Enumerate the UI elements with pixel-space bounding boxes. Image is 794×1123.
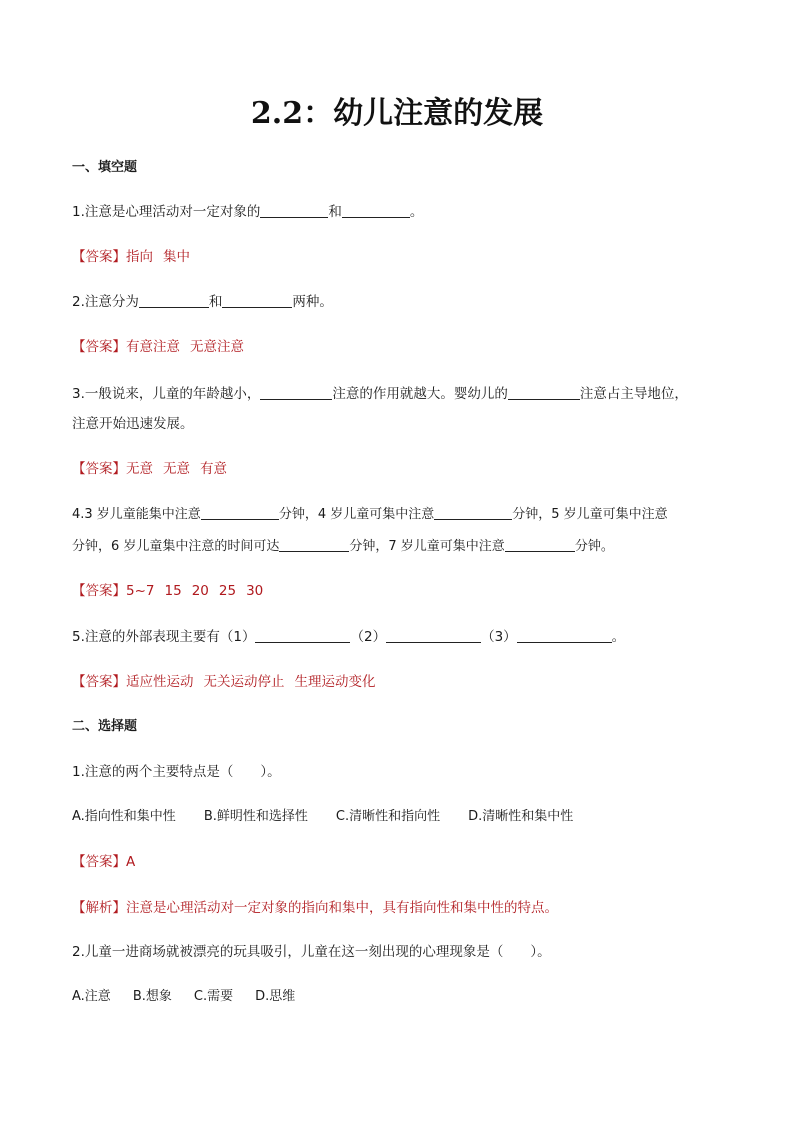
question-text: （3） xyxy=(481,629,517,645)
answer-blank xyxy=(434,505,512,520)
answer-value: 5~7 xyxy=(126,583,155,599)
question-fill-3-line-1 xyxy=(72,384,732,404)
question-text: （2） xyxy=(350,629,387,645)
answer-value: 无意 xyxy=(163,461,190,477)
analysis-label: 【解析】 xyxy=(72,900,126,916)
answer-value: 15 xyxy=(164,583,182,599)
answer-value: 无意 xyxy=(126,461,153,477)
answer-label: 【答案】 xyxy=(72,674,126,690)
answer-fill-1 xyxy=(72,247,732,267)
answer-value: 20 xyxy=(191,583,209,599)
answer-blank xyxy=(260,385,332,400)
answer-value: 适应性运动 xyxy=(126,674,194,690)
question-fill-1 xyxy=(72,202,732,222)
option-c: C.需要 xyxy=(193,989,234,1004)
answer-fill-3 xyxy=(72,459,732,479)
question-text: 4.3 岁儿童能集中注意 xyxy=(72,507,201,522)
analysis-choice-1 xyxy=(72,898,732,918)
question-text: 分钟。 xyxy=(574,539,614,554)
analysis-text: 注意是心理活动对一定对象的指向和集中，具有指向性和集中性的特点。 xyxy=(126,900,558,916)
answer-label: 【答案】 xyxy=(72,583,126,599)
answer-value: 有意 xyxy=(200,461,227,477)
answer-label: 【答案】 xyxy=(72,461,126,477)
answer-blank xyxy=(517,628,612,643)
question-fill-2 xyxy=(72,292,732,312)
answer-blank xyxy=(201,505,279,520)
question-text: 注意占主导地位， xyxy=(579,386,688,402)
question-text: 两种。 xyxy=(292,294,333,310)
question-fill-3-line-2 xyxy=(72,414,732,434)
question-text: 注意开始迅速发展。 xyxy=(72,416,194,432)
section-heading-choice: 二、选择题 xyxy=(72,719,138,734)
question-choice-2: 2.儿童一进商场就被漂亮的玩具吸引，儿童在这一刻出现的心理现象是（ ）。 xyxy=(72,944,551,960)
question-text: 分钟，5 岁儿童可集中注意 xyxy=(512,507,668,522)
question-text: 注意的作用就越大。婴幼儿的 xyxy=(332,386,508,402)
answer-blank xyxy=(386,628,481,643)
option-d: D.思维 xyxy=(255,989,296,1004)
answer-value: 25 xyxy=(218,583,237,599)
answer-fill-5 xyxy=(72,672,732,692)
question-text: 和 xyxy=(328,204,342,220)
answer-blank xyxy=(279,537,349,552)
answer-choice-1 xyxy=(72,852,732,872)
answer-blank xyxy=(260,203,328,218)
question-fill-4-line-1 xyxy=(72,505,732,525)
answer-blank xyxy=(255,628,350,643)
answer-blank xyxy=(139,293,209,308)
question-text: 5.注意的外部表现主要有（1） xyxy=(72,629,256,645)
answer-label: 【答案】 xyxy=(72,854,126,870)
section-heading-fill-blank: 一、填空题 xyxy=(72,160,138,175)
question-text: 分钟，6 岁儿童集中注意的时间可达 xyxy=(72,539,280,554)
answer-value: 30 xyxy=(246,583,264,599)
answer-blank xyxy=(508,385,580,400)
answer-label: 【答案】 xyxy=(72,249,126,265)
answer-value: A xyxy=(126,854,136,870)
question-text: 分钟，7 岁儿童可集中注意 xyxy=(349,539,505,554)
question-text: 分钟，4 岁儿童可集中注意 xyxy=(278,507,435,522)
question-fill-4-line-2 xyxy=(72,537,732,557)
answer-blank xyxy=(342,203,410,218)
answer-label: 【答案】 xyxy=(72,339,126,355)
answer-fill-2 xyxy=(72,337,732,357)
option-a: A.指向性和集中性 xyxy=(72,809,176,824)
options-choice-1 xyxy=(72,807,732,827)
answer-value: 生理运动变化 xyxy=(294,674,376,690)
question-fill-5 xyxy=(72,627,732,647)
answer-blank xyxy=(222,293,292,308)
option-b: B.想象 xyxy=(132,989,172,1004)
options-choice-2 xyxy=(72,987,732,1007)
question-text: 3.一般说来，儿童的年龄越小， xyxy=(72,386,261,402)
question-text: 。 xyxy=(611,629,626,645)
answer-value: 指向 xyxy=(126,249,153,265)
question-text: 2.注意分为 xyxy=(72,294,139,310)
option-d: D.清晰性和集中性 xyxy=(468,809,574,824)
option-c: C.清晰性和指向性 xyxy=(335,809,441,824)
option-b: B.鲜明性和选择性 xyxy=(203,809,308,824)
option-a: A.注意 xyxy=(72,989,111,1004)
answer-value: 无意注意 xyxy=(190,339,244,355)
answer-value: 有意注意 xyxy=(126,339,180,355)
answer-value: 无关运动停止 xyxy=(203,674,285,690)
question-text: 。 xyxy=(409,204,424,220)
page-title: 2.2：幼儿注意的发展 xyxy=(250,96,544,131)
answer-fill-4 xyxy=(72,581,732,601)
answer-blank xyxy=(505,537,575,552)
question-choice-1: 1.注意的两个主要特点是（ ）。 xyxy=(72,764,281,780)
question-text: 1.注意是心理活动对一定对象的 xyxy=(72,204,261,220)
answer-value: 集中 xyxy=(163,249,190,265)
question-text: 和 xyxy=(208,294,223,310)
